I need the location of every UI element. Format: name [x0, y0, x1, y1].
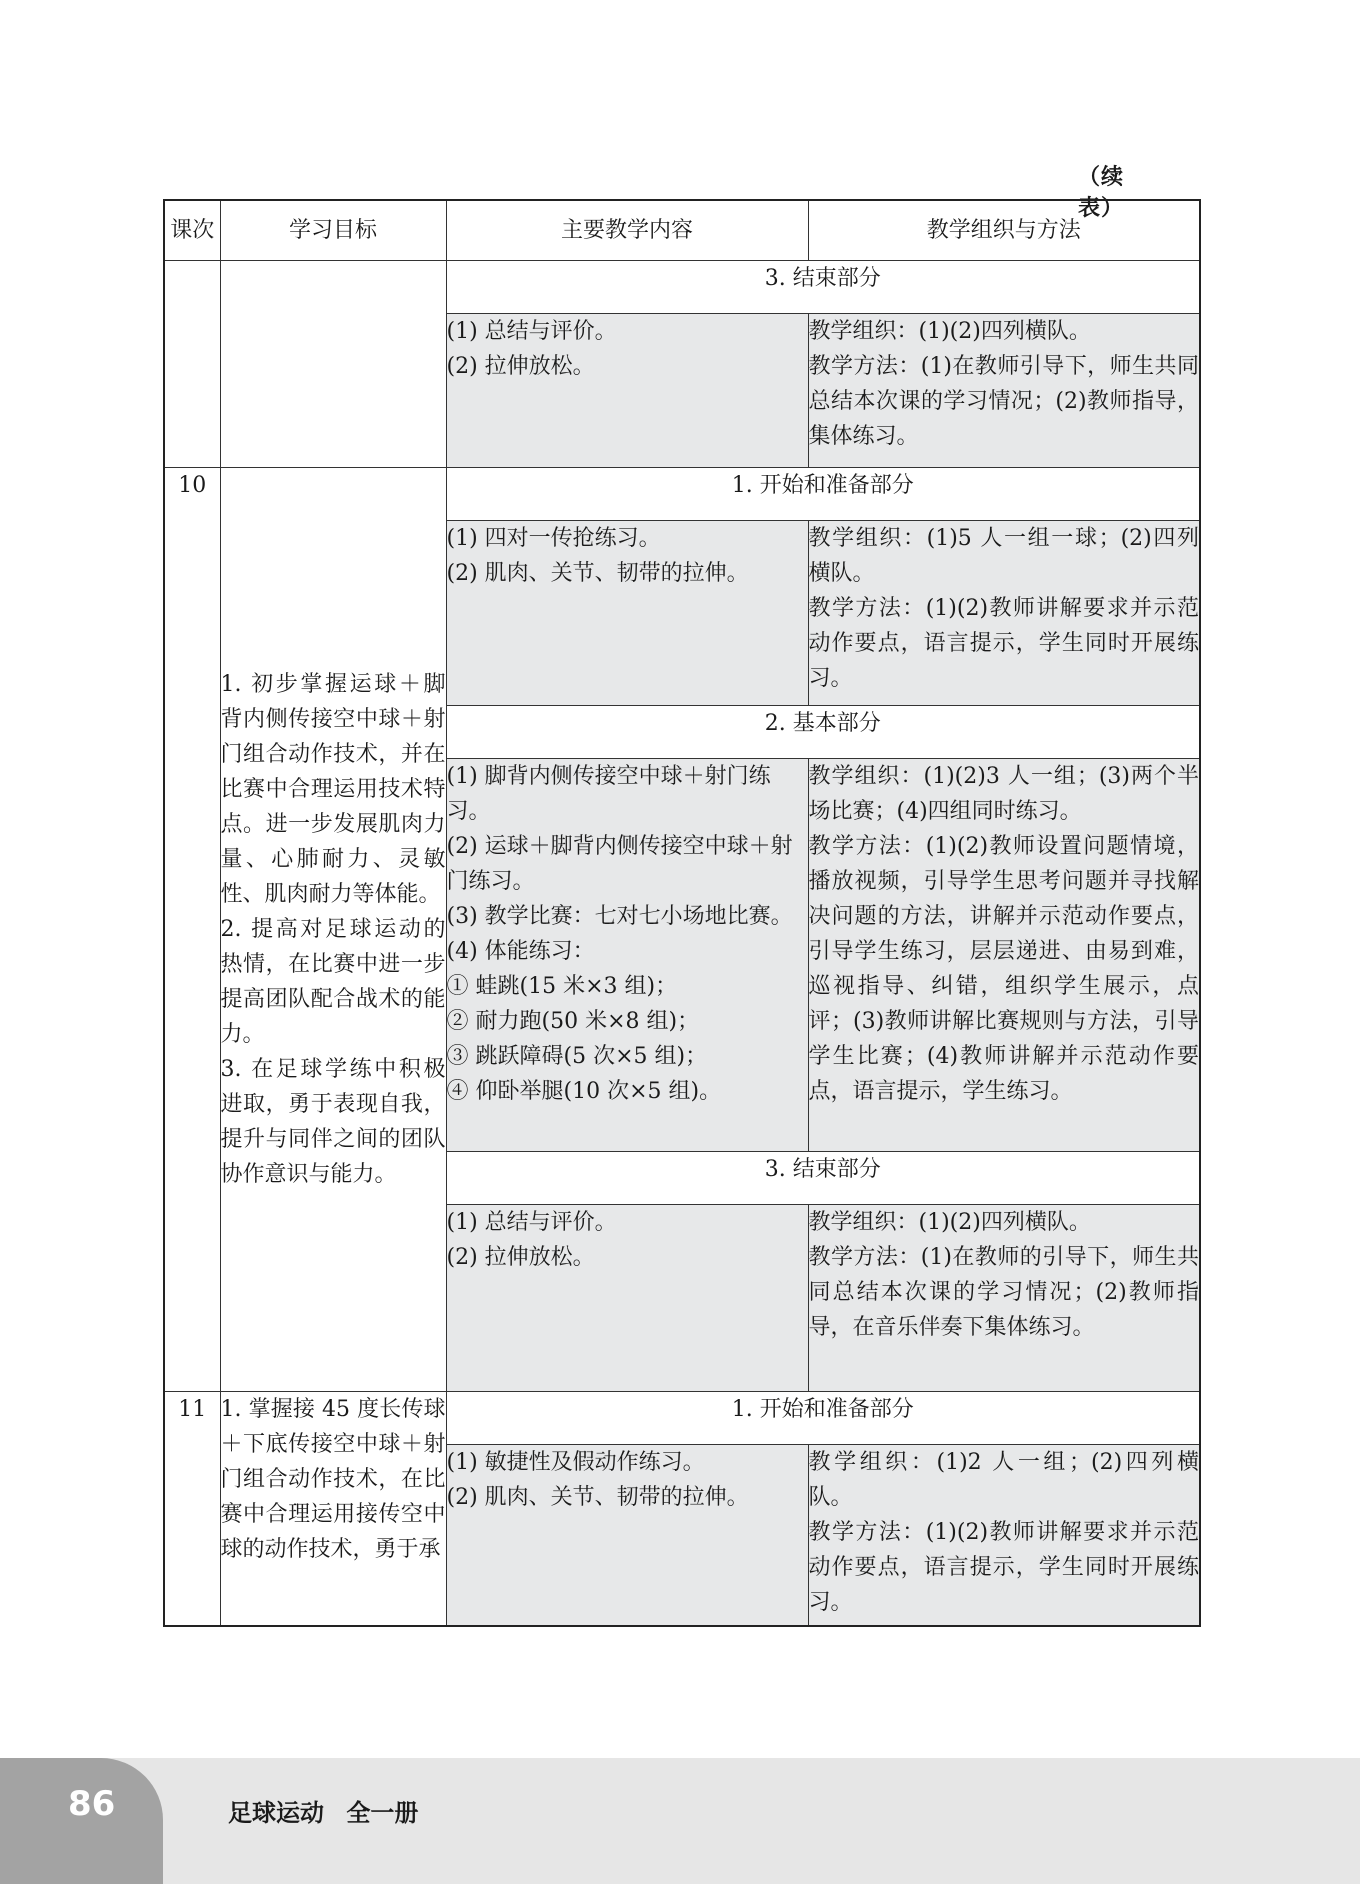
page-footer	[0, 1758, 1360, 1884]
lesson-goals: 1. 初步掌握运球＋脚背内侧传接空中球＋射门组合动作技术，并在比赛中合理运用技术特点。进一步发展肌肉力量、心肺耐力、灵敏性、肌肉耐力等体能。 2. 提高对足球运动的热情，在比赛中进一步提高团队配合战术的能力。 3. 在足球学练中积极进取，勇于表现自我，提升与同伴之间的团队协作意识与能力。	[220, 468, 446, 1392]
page-number: 86	[68, 1784, 116, 1824]
content-cell: (1) 总结与评价。 (2) 拉伸放松。	[446, 1205, 808, 1392]
section-heading: 3. 结束部分	[446, 261, 1200, 314]
section-heading: 1. 开始和准备部分	[446, 468, 1200, 521]
lesson-number: 11	[164, 1392, 220, 1627]
content-cell: (1) 四对一传抢练习。 (2) 肌肉、关节、韧带的拉伸。	[446, 521, 808, 706]
content-cell: (1) 敏捷性及假动作练习。 (2) 肌肉、关节、韧带的拉伸。	[446, 1445, 808, 1627]
lesson-11-start-heading-row	[164, 1392, 1200, 1445]
section-heading: 3. 结束部分	[446, 1152, 1200, 1205]
method-cell: 教学组织：(1)2 人一组；(2)四列横队。 教学方法：(1)(2)教师讲解要求并示范动作要点，语言提示，学生同时开展练习。	[808, 1445, 1200, 1627]
header-content: 主要教学内容	[446, 200, 808, 261]
table-header-row	[164, 200, 1200, 261]
header-goal: 学习目标	[220, 200, 446, 261]
content-cell: (1) 脚背内侧传接空中球＋射门练习。 (2) 运球＋脚背内侧传接空中球＋射门练习。 (3) 教学比赛：七对七小场地比赛。 (4) 体能练习： ① 蛙跳(15 米×3 组)； ② 耐力跑(50 米×8 组)； ③ 跳跃障碍(5 次×5 组)； ④ 仰卧举腿(10 次×5 组)。	[446, 759, 808, 1152]
prev-section-end-row	[164, 261, 1200, 314]
lesson-10-start-heading-row	[164, 468, 1200, 521]
method-cell: 教学组织：(1)5 人一组一球；(2)四列横队。 教学方法：(1)(2)教师讲解要求并示范动作要点，语言提示，学生同时开展练习。	[808, 521, 1200, 706]
prev-lesson-goal	[220, 261, 446, 468]
lesson-goals: 1. 掌握接 45 度长传球＋下底传接空中球＋射门组合动作技术，在比赛中合理运用接传空中球的动作技术，勇于承	[220, 1392, 446, 1627]
section-heading: 1. 开始和准备部分	[446, 1392, 1200, 1445]
content-cell: (1) 总结与评价。 (2) 拉伸放松。	[446, 314, 808, 468]
section-heading: 2. 基本部分	[446, 706, 1200, 759]
method-cell: 教学组织：(1)(2)3 人一组；(3)两个半场比赛；(4)四组同时练习。 教学方法：(1)(2)教师设置问题情境，播放视频，引导学生思考问题并寻找解决问题的方法，讲解并示范动作要点，引导学生练习，层层递进、由易到难，巡视指导、纠错，组织学生展示，点评；(3)教师讲解比赛规则与方法，引导学生比赛；(4)教师讲解并示范动作要点，语言提示，学生练习。	[808, 759, 1200, 1152]
book-title: 足球运动 全一册	[228, 1799, 419, 1827]
continuation-note: （续表）	[1078, 165, 1125, 221]
method-cell: 教学组织：(1)(2)四列横队。 教学方法：(1)在教师的引导下，师生共同总结本次课的学习情况；(2)教师指导，在音乐伴奏下集体练习。	[808, 1205, 1200, 1392]
method-cell: 教学组织：(1)(2)四列横队。 教学方法：(1)在教师引导下，师生共同总结本次课的学习情况；(2)教师指导，集体练习。	[808, 314, 1200, 468]
lesson-number: 10	[164, 468, 220, 1392]
header-method: 教学组织与方法	[808, 200, 1200, 261]
header-lesson: 课次	[164, 200, 220, 261]
prev-lesson-number	[164, 261, 220, 468]
lesson-plan-table	[163, 199, 1201, 1627]
